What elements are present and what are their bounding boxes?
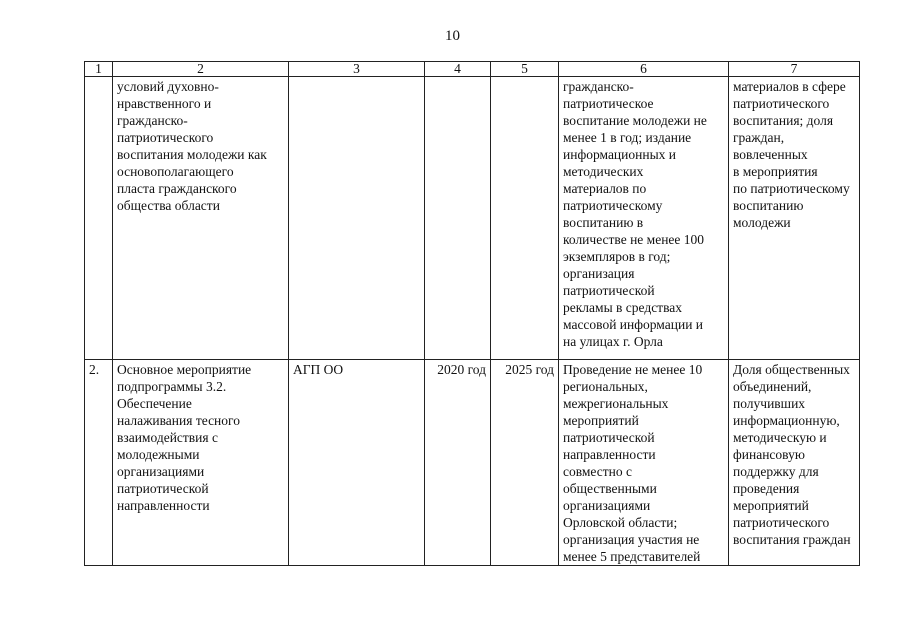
table-row [85, 360, 860, 566]
row1-result-cell: гражданско- патриотическое воспитание молодежи не менее 1 в год; издание информационных и методических материалов по патриотическому воспитанию в количестве не менее 100 экземпляров в год; организация патриотической рекламы в средствах массовой информации и на улицах г. Орла [559, 77, 729, 360]
row2-event-cell: Основное мероприятие подпрограммы 3.2. Обеспечение налаживания тесного взаимодействия с молодежными организациями патриотической направленности [113, 360, 289, 566]
table-row [85, 77, 860, 360]
header-cell-6: 6 [559, 62, 729, 77]
row1-executor-cell [289, 77, 425, 360]
row1-indicator-cell: материалов в сфере патриотического воспитания; доля граждан, вовлеченных в мероприятия по патриотическому воспитанию молодежи [729, 77, 860, 360]
row1-start-cell [425, 77, 491, 360]
row2-number-cell: 2. [85, 360, 113, 566]
row2-indicator-cell: Доля общественных объединений, получивших информационную, методическую и финансовую поддержку для проведения мероприятий патриотического воспитания граждан [729, 360, 860, 566]
header-cell-2: 2 [113, 62, 289, 77]
row2-result-cell: Проведение не менее 10 региональных, межрегиональных мероприятий патриотической направленности совместно с общественными организациями Орловской области; организация участия не менее 5 представителей [559, 360, 729, 566]
header-cell-4: 4 [425, 62, 491, 77]
header-cell-1: 1 [85, 62, 113, 77]
row2-executor-cell: АГП ОО [289, 360, 425, 566]
row1-number-cell [85, 77, 113, 360]
row1-event-cell: условий духовно- нравственного и гражданско- патриотического воспитания молодежи как основополагающего пласта гражданского общества области [113, 77, 289, 360]
row2-end-cell: 2025 год [491, 360, 559, 566]
row2-start-cell: 2020 год [425, 360, 491, 566]
row1-end-cell [491, 77, 559, 360]
header-cell-3: 3 [289, 62, 425, 77]
table-header-row [85, 62, 860, 77]
header-cell-5: 5 [491, 62, 559, 77]
measures-table [84, 61, 860, 566]
page-number: 10 [445, 28, 460, 44]
header-cell-7: 7 [729, 62, 860, 77]
